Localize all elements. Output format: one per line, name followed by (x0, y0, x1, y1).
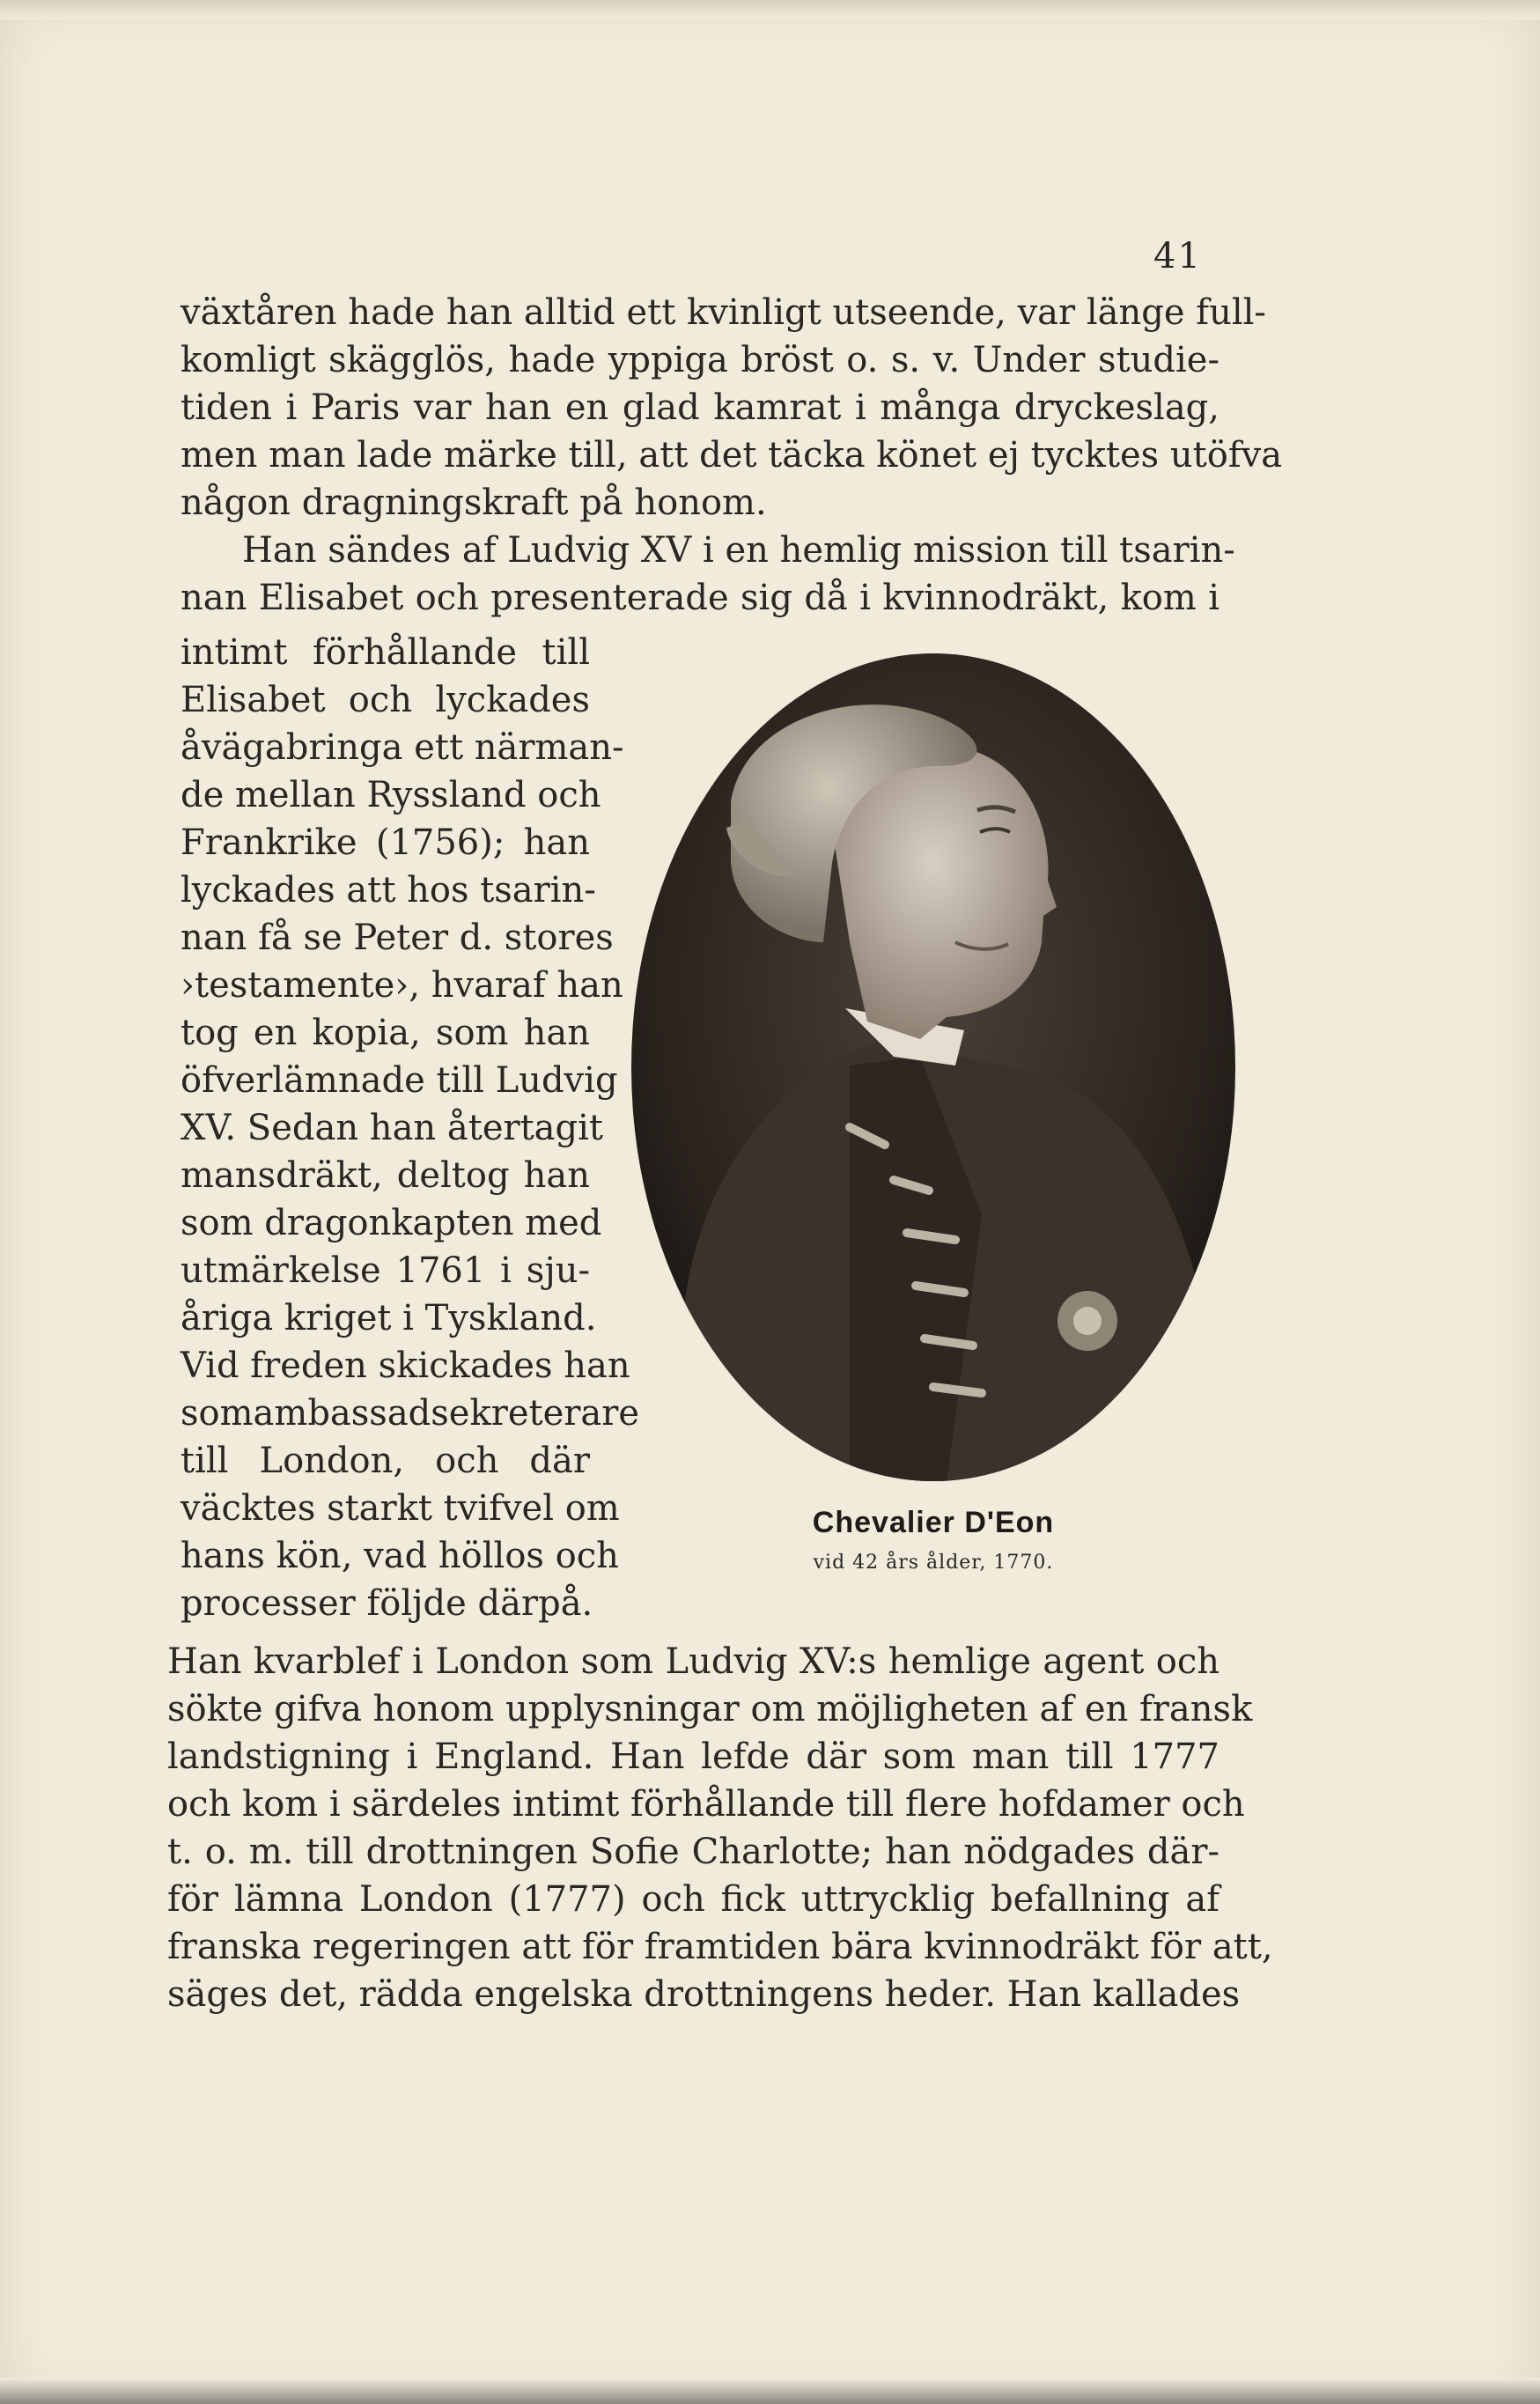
text-line: hans kön, vad höllos och (181, 1536, 619, 1576)
text-line: processer följde därpå. (181, 1583, 593, 1624)
text-line: intimt förhållande till (181, 632, 590, 673)
text-line: XV. Sedan han återtagit (181, 1108, 603, 1148)
page-number: 41 (1153, 236, 1202, 277)
text-line: men man lade märke till, att det täcka könet ej tycktes utöfva (181, 435, 1283, 476)
text-line: somambassadsekreterare (181, 1393, 640, 1434)
portrait-image (630, 652, 1237, 1484)
text-line: komligt skägglös, hade yppiga bröst o. s. v. Under studie- (181, 340, 1219, 380)
text-line: landstigning i England. Han lefde där som man till 1777 (167, 1737, 1219, 1777)
portrait-caption-subtitle: vid 42 års ålder, 1770. (813, 1552, 1054, 1574)
text-line: som dragonkapten med (181, 1203, 602, 1243)
text-line: sökte gifva honom upplysningar om möjligheten af en fransk (167, 1689, 1253, 1729)
text-line: ›testamente›, hvaraf han (181, 965, 623, 1006)
text-line: Han kvarblef i London som Ludvig XV:s hemlige agent och (167, 1641, 1219, 1682)
text-line: Frankrike (1756); han (181, 822, 590, 863)
text-line: tog en kopia, som han (181, 1013, 590, 1053)
page-bottom-edge (0, 2378, 1540, 2404)
page-top-edge (0, 0, 1540, 19)
text-line: t. o. m. till drottningen Sofie Charlotte; han nödgades där- (167, 1832, 1219, 1872)
text-line: mansdräkt, deltog han (181, 1155, 590, 1196)
text-line: Han sändes af Ludvig XV i en hemlig mission till tsarin- (242, 530, 1235, 571)
text-line: lyckades att hos tsarin- (181, 870, 596, 911)
text-line: åvägabringa ett närman- (181, 727, 624, 768)
text-line: för lämna London (1777) och fick uttrycklig befallning af (167, 1879, 1219, 1920)
text-line: växtåren hade han alltid ett kvinligt utseende, var länge full- (181, 292, 1266, 333)
text-line: väcktes starkt tvifvel om (181, 1488, 620, 1529)
text-line: nan Elisabet och presenterade sig då i kvinnodräkt, kom i (181, 578, 1219, 618)
text-line: öfverlämnade till Ludvig (181, 1060, 618, 1101)
text-line: utmärkelse 1761 i sju- (181, 1250, 590, 1291)
text-line: och kom i särdeles intimt förhållande till flere hofdamer och (167, 1784, 1245, 1825)
text-line: nan få se Peter d. stores (181, 918, 614, 958)
text-line: de mellan Ryssland och (181, 775, 601, 815)
text-line: tiden i Paris var han en glad kamrat i många dryckeslag, (181, 387, 1219, 428)
text-line: franska regeringen att för framtiden bära kvinnodräkt för att, (167, 1927, 1273, 1967)
text-line: Vid freden skickades han (181, 1346, 630, 1386)
text-line: till London, och där (181, 1441, 590, 1481)
portrait-caption-title: Chevalier D'Eon (812, 1506, 1055, 1539)
text-line: någon dragningskraft på honom. (181, 483, 767, 523)
text-line: säges det, rädda engelska drottningens heder. Han kallades (167, 1974, 1241, 2015)
text-line: Elisabet och lyckades (181, 680, 590, 720)
text-line: åriga kriget i Tyskland. (181, 1298, 597, 1338)
